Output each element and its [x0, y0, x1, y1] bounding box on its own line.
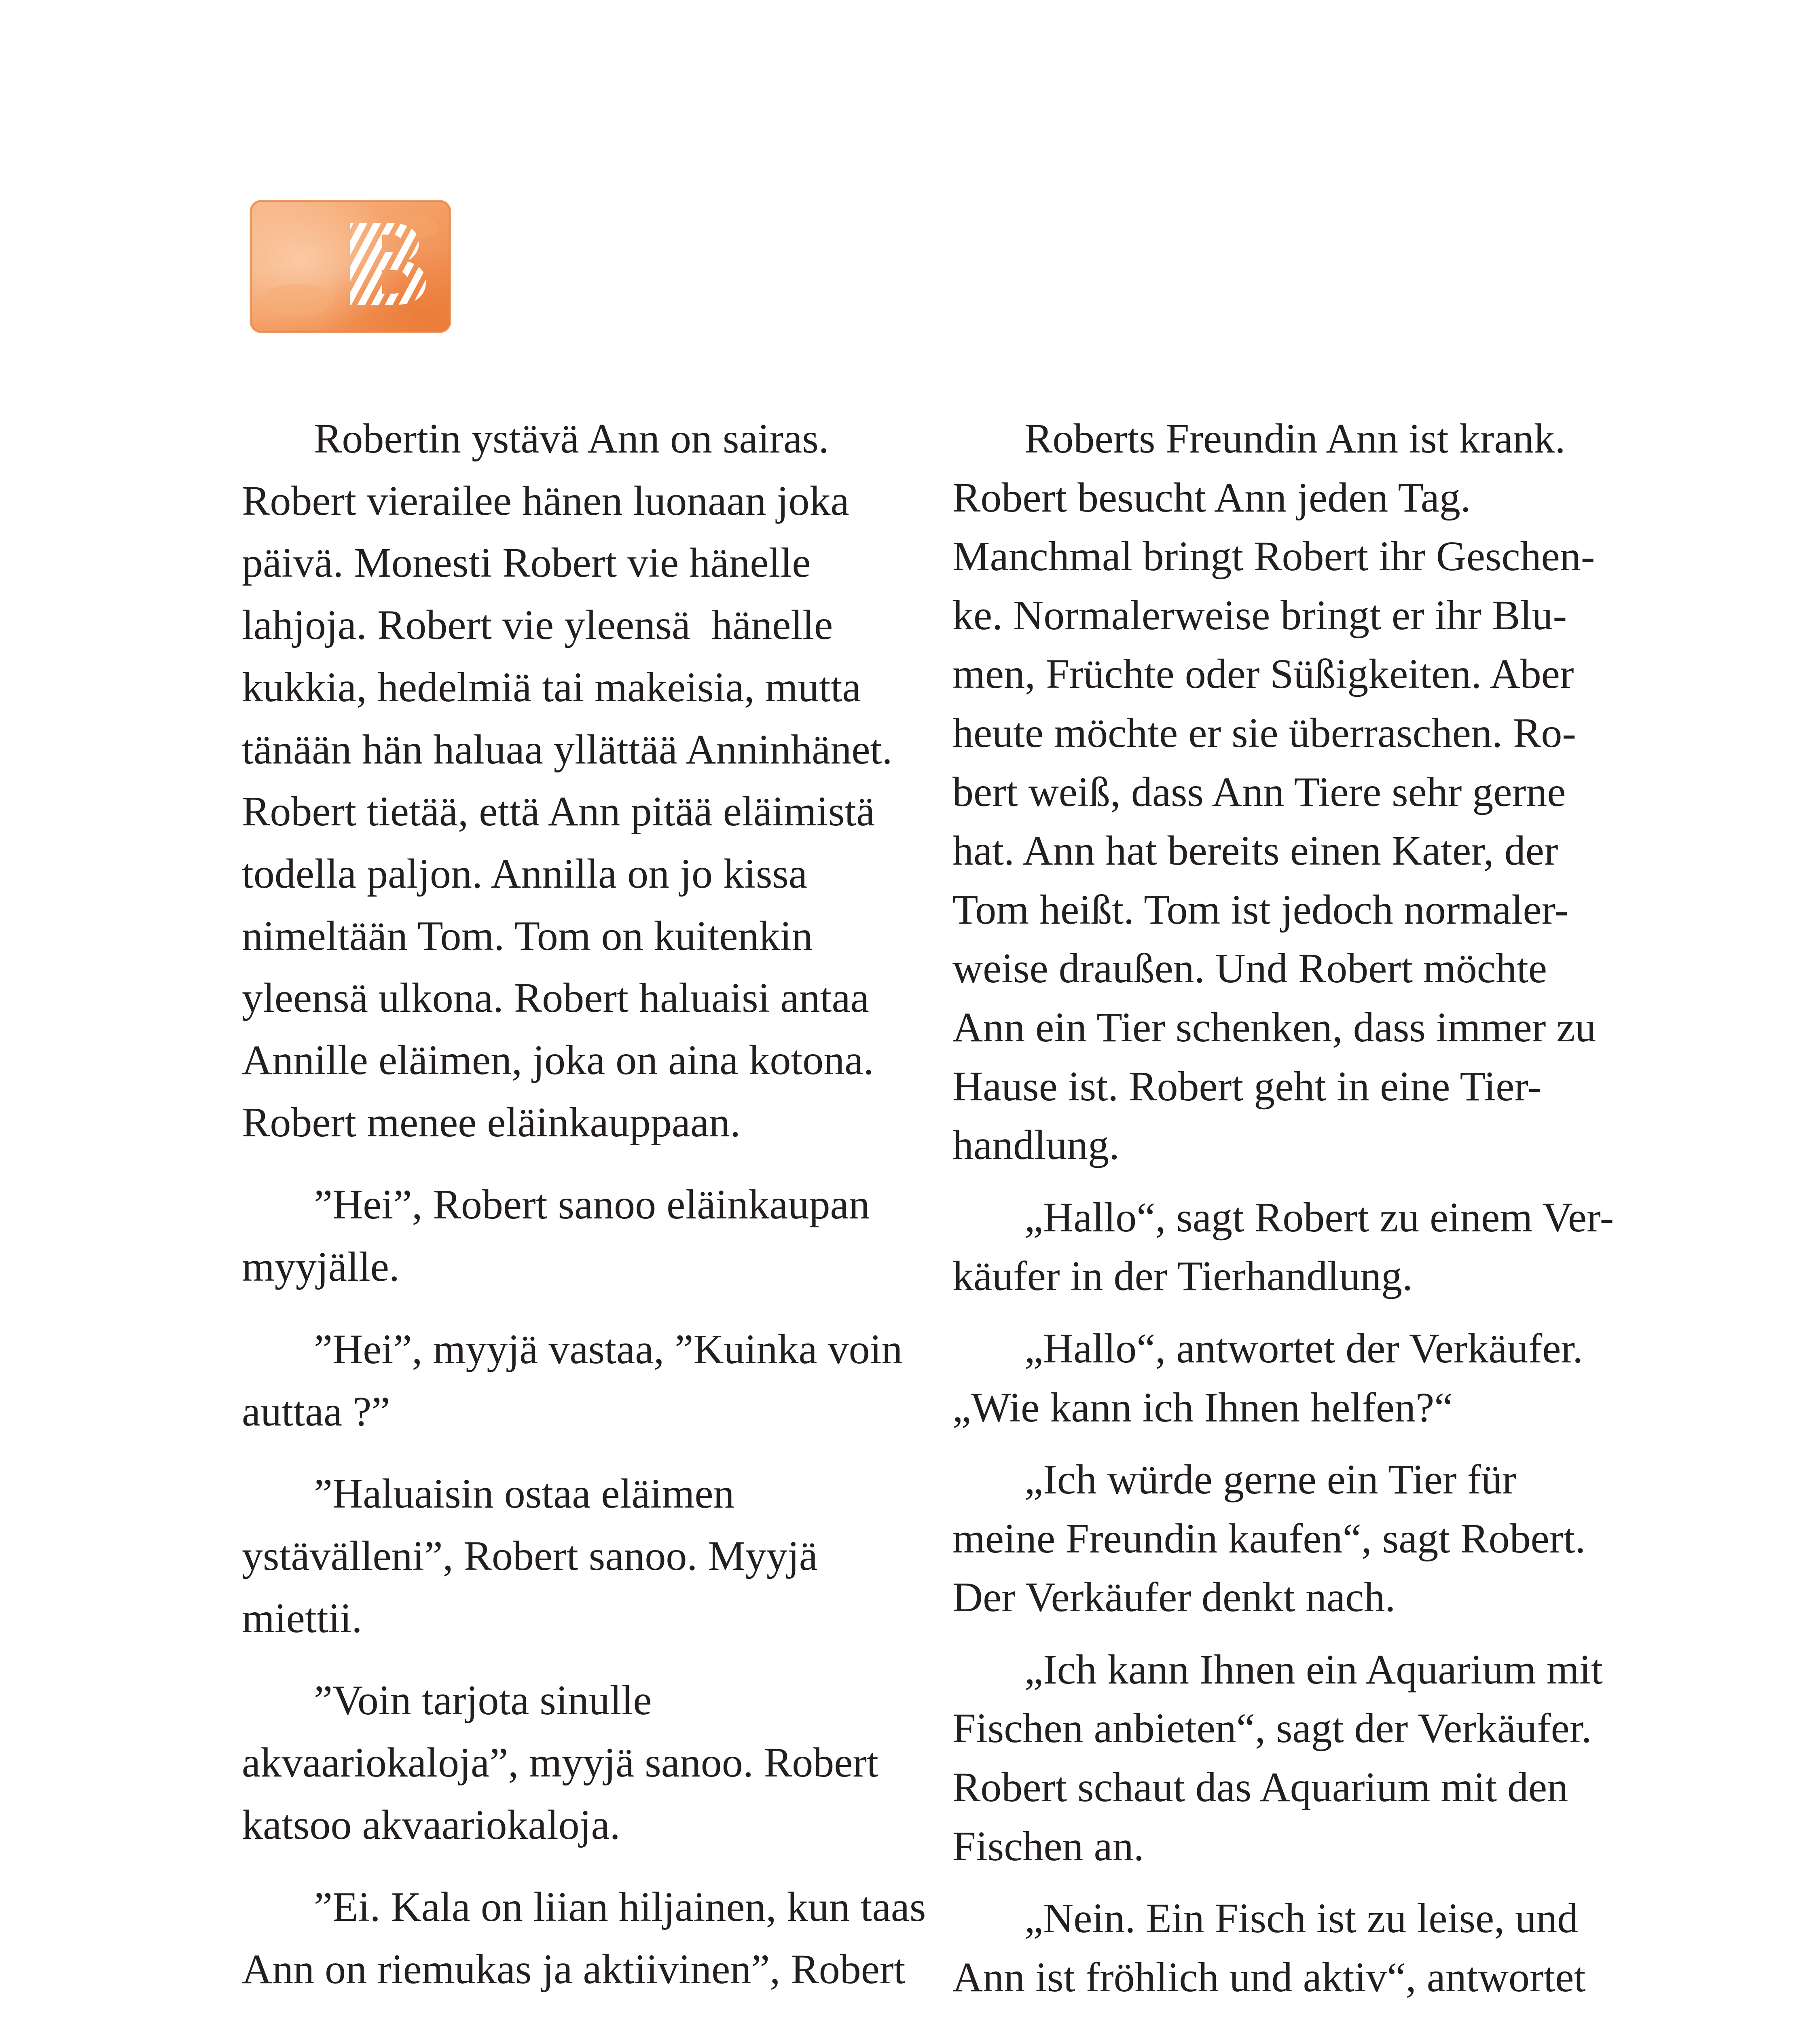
paragraph [242, 1318, 938, 1442]
text-line: „Wie kann ich Ihnen helfen?“ [952, 1384, 1453, 1431]
paragraph [952, 1188, 1648, 1306]
text-line: Ann on riemukas ja aktiivinen”, Robert [242, 1946, 906, 1993]
text-line: Robert menee eläinkauppaan. [242, 1099, 741, 1146]
finnish-column [242, 408, 938, 2001]
paragraph [242, 1876, 938, 2000]
paragraph [952, 1889, 1648, 2007]
text-line: Robert tietää, että Ann pitää eläimistä [242, 788, 875, 835]
text-line: Robert vierailee hänen luonaan joka [242, 477, 849, 524]
text-line: „Ich würde gerne ein Tier für [1024, 1456, 1516, 1503]
text-line: meine Freundin kaufen“, sagt Robert. [952, 1515, 1586, 1562]
text-line: auttaa ?” [242, 1388, 390, 1435]
text-line: „Nein. Ein Fisch ist zu leise, und [1024, 1895, 1579, 1942]
text-line: weise draußen. Und Robert möchte [952, 945, 1547, 992]
text-line: hat. Ann hat bereits einen Kater, der [952, 827, 1558, 874]
text-line: ”Voin tarjota sinulle [314, 1677, 652, 1724]
text-line: ystävälleni”, Robert sanoo. Myyjä [242, 1532, 818, 1579]
paragraph [242, 408, 938, 1153]
text-line: „Ich kann Ihnen ein Aquarium mit [1024, 1646, 1603, 1693]
paragraph [952, 409, 1648, 1175]
text-line: miettii. [242, 1595, 362, 1641]
chapter-badge [249, 199, 452, 334]
text-line: yleensä ulkona. Robert haluaisi antaa [242, 975, 869, 1022]
paragraph [952, 1450, 1648, 1627]
german-column [952, 409, 1648, 2007]
text-line: käufer in der Tierhandlung. [952, 1253, 1413, 1300]
text-line: todella paljon. Annilla on jo kissa [242, 850, 808, 897]
text-line: myyjälle. [242, 1244, 400, 1290]
text-line: Hause ist. Robert geht in eine Tier- [952, 1063, 1542, 1110]
text-line: Manchmal bringt Robert ihr Geschen- [952, 533, 1595, 580]
paragraph [242, 1463, 938, 1649]
badge-artwork [249, 199, 452, 334]
text-line: Fischen an. [952, 1823, 1144, 1870]
text-line: katsoo akvaariokaloja. [242, 1801, 620, 1848]
text-line: ”Hei”, myyjä vastaa, ”Kuinka voin [314, 1326, 903, 1373]
text-line: ”Hei”, Robert sanoo eläinkaupan [314, 1181, 870, 1228]
text-line: kukkia, hedelmiä tai makeisia, mutta [242, 664, 861, 711]
text-line: ”Ei. Kala on liian hiljainen, kun taas [314, 1884, 926, 1931]
text-line: men, Früchte oder Süßigkeiten. Aber [952, 651, 1574, 698]
text-line: Robert besucht Ann jeden Tag. [952, 474, 1471, 521]
paragraph [242, 1174, 938, 1298]
text-line: Fischen anbieten“, sagt der Verkäufer. [952, 1705, 1592, 1752]
text-line: ”Haluaisin ostaa eläimen [314, 1470, 734, 1517]
text-line: heute möchte er sie überraschen. Ro- [952, 709, 1577, 756]
text-line: Annille eläimen, joka on aina kotona. [242, 1037, 874, 1084]
text-line: Roberts Freundin Ann ist krank. [1024, 415, 1566, 462]
text-line: Robertin ystävä Ann on sairas. [314, 415, 829, 462]
text-line: „Hallo“, sagt Robert zu einem Ver- [1024, 1194, 1614, 1241]
text-line: lahjoja. Robert vie yleensä hänelle [242, 602, 833, 649]
text-line: tänään hän haluaa yllättää Anninhänet. [242, 726, 893, 773]
text-line: „Hallo“, antwortet der Verkäufer. [1024, 1325, 1583, 1372]
text-line: bert weiß, dass Ann Tiere sehr gerne [952, 768, 1566, 815]
text-line: akvaariokaloja”, myyjä sanoo. Robert [242, 1739, 878, 1786]
text-line: Der Verkäufer denkt nach. [952, 1574, 1396, 1621]
text-line: Ann ist fröhlich und aktiv“, antwortet [952, 1954, 1586, 2001]
text-line: Ann ein Tier schenken, dass immer zu [952, 1004, 1596, 1051]
text-line: päivä. Monesti Robert vie hänelle [242, 539, 811, 586]
paragraph [952, 1640, 1648, 1876]
text-line: Tom heißt. Tom ist jedoch normaler- [952, 886, 1569, 933]
text-line: handlung. [952, 1122, 1120, 1169]
paragraph [952, 1319, 1648, 1437]
text-line: Robert schaut das Aquarium mit den [952, 1764, 1568, 1811]
text-line: ke. Normalerweise bringt er ihr Blu- [952, 592, 1567, 639]
paragraph [242, 1669, 938, 1856]
text-line: nimeltään Tom. Tom on kuitenkin [242, 912, 813, 959]
